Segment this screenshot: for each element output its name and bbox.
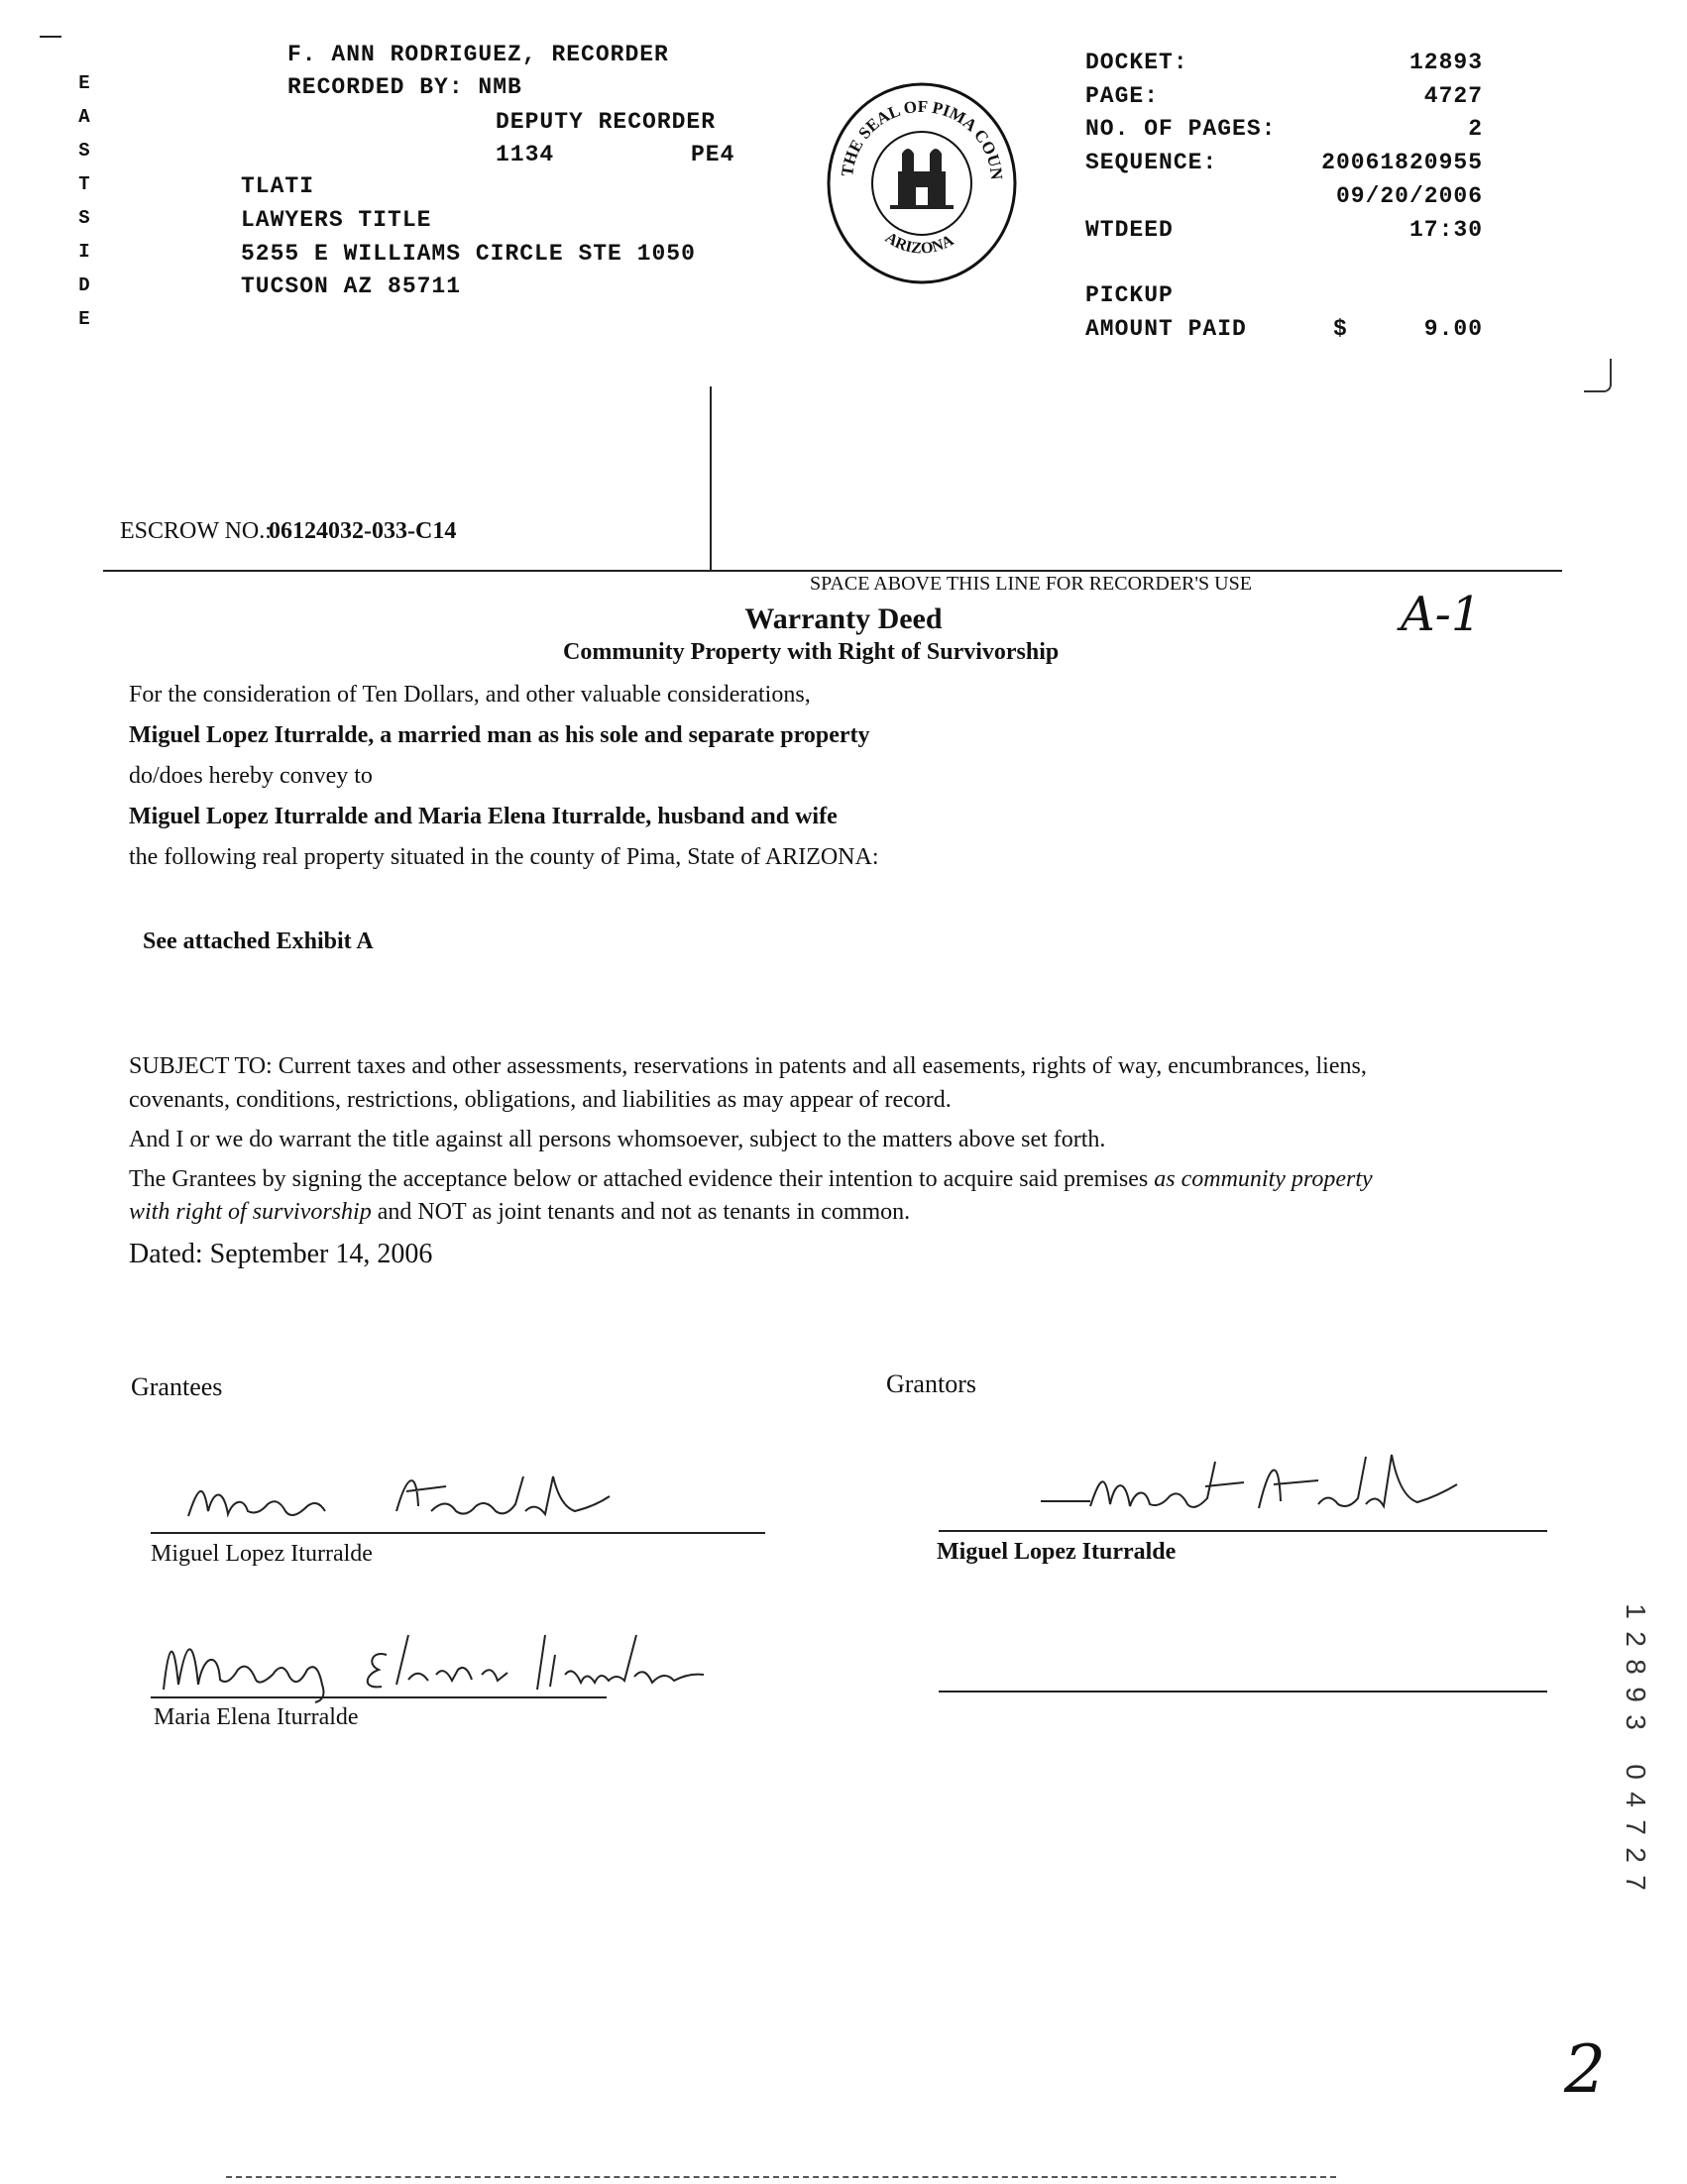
recording-date: 09/20/2006: [1335, 183, 1483, 209]
margin-stamp-digit: 9: [1621, 1687, 1651, 1702]
return-address-line2: LAWYERS TITLE: [241, 207, 432, 233]
currency-symbol: $: [1333, 316, 1348, 342]
sequence-value: 20061820955: [1321, 150, 1483, 175]
grantor2-signature-line: [939, 1691, 1547, 1693]
escrow-number: 06124032-033-C14: [269, 518, 457, 544]
svg-text:ARIZONA: ARIZONA: [881, 229, 957, 258]
grantor1-signature-line: [939, 1530, 1547, 1532]
recorder-name: F. ANN RODRIGUEZ, RECORDER: [287, 42, 669, 67]
handwritten-exhibit-mark: A-1: [1401, 587, 1482, 642]
eastside-letter: I: [78, 241, 90, 263]
margin-docket-stamp: [1621, 1597, 1650, 1897]
eastside-letter: D: [78, 274, 90, 296]
deed-title: Warranty Deed: [744, 602, 943, 635]
grantee2-signature-line: [151, 1696, 607, 1698]
recorder-use-note: SPACE ABOVE THIS LINE FOR RECORDER'S USE: [810, 573, 1252, 595]
corner-dash: [40, 36, 61, 38]
margin-stamp-digit: 4: [1621, 1792, 1651, 1807]
grantee-clause: Miguel Lopez Iturralde and Maria Elena Iturralde, husband and wife: [129, 804, 838, 829]
pages-value: 2: [1468, 116, 1483, 142]
margin-stamp-digit: 2: [1621, 1631, 1651, 1647]
grantees-intent-text: The Grantees by signing the acceptance below or attached evidence their intention to acquire said premises: [129, 1166, 1155, 1192]
eastside-letter: E: [78, 72, 90, 94]
signature-scrawl: [159, 1457, 714, 1536]
grantee1-signature-line: [151, 1532, 765, 1534]
grantee1-name: Miguel Lopez Iturralde: [151, 1541, 373, 1567]
grantors-label: Grantors: [886, 1369, 976, 1398]
dated-text: Dated: September 14, 2006: [129, 1239, 433, 1269]
grantees-label: Grantees: [131, 1372, 223, 1401]
grantees-intent-text: and NOT as joint tenants and not as tenants in common.: [371, 1199, 911, 1225]
pickup-label: PICKUP: [1085, 282, 1174, 308]
eastside-letter: S: [78, 140, 90, 162]
escrow-label: ESCROW NO.:: [120, 518, 272, 544]
recorder-code-1: 1134: [496, 142, 555, 167]
warrant-text: And I or we do warrant the title against all persons whomsoever, subject to the matters above set forth.: [129, 1127, 1106, 1152]
bottom-edge-artifact: [226, 2176, 1336, 2178]
margin-stamp-digit: 7: [1621, 1875, 1651, 1891]
signature-scrawl: [1031, 1447, 1546, 1536]
grantor1-signature: [1031, 1447, 1546, 1541]
eastside-vertical-label: [74, 66, 94, 336]
corner-bracket-mark: [1584, 359, 1612, 392]
page-label: PAGE:: [1085, 83, 1160, 109]
consideration-text: For the consideration of Ten Dollars, and other valuable considerations,: [129, 682, 811, 708]
return-address-line3: 5255 E WILLIAMS CIRCLE STE 1050: [241, 241, 696, 267]
eastside-letter: S: [78, 207, 90, 229]
eastside-letter: E: [78, 308, 90, 330]
eastside-letter: A: [78, 106, 90, 128]
grantee2-signature: [149, 1615, 862, 1709]
recorded-by: RECORDED BY: NMB: [287, 74, 522, 100]
margin-stamp-digit: 2: [1621, 1847, 1651, 1863]
seal-graphic: [823, 74, 1021, 287]
handwritten-page-number: 2: [1564, 2031, 1606, 2108]
grantor1-name: Miguel Lopez Iturralde: [937, 1539, 1177, 1565]
margin-stamp-digit: 1: [1621, 1603, 1651, 1619]
page-value: 4727: [1423, 83, 1483, 109]
recorder-use-line: [103, 570, 1562, 572]
document-type: WTDEED: [1085, 217, 1174, 243]
convey-text: do/does hereby convey to: [129, 763, 373, 789]
return-address-line1: TLATI: [241, 173, 315, 199]
grantees-intent-line1: [129, 1163, 1373, 1196]
return-address-line4: TUCSON AZ 85711: [241, 273, 462, 299]
grantees-intent-italic: as community property: [1154, 1166, 1373, 1192]
svg-text:THE SEAL OF PIMA COUNTY: THE SEAL OF PIMA COUN: [838, 96, 1007, 181]
subject-to-line2: covenants, conditions, restrictions, obligations, and liabilities as may appear of record.: [129, 1087, 952, 1113]
grantees-intent-italic: with right of survivorship: [129, 1199, 372, 1225]
header-divider: [710, 386, 712, 572]
subject-to-line1: SUBJECT TO: Current taxes and other assessments, reservations in patents and all easements, rights of way, encumbrances, liens,: [129, 1053, 1367, 1079]
property-location-text: the following real property situated in the county of Pima, State of ARIZONA:: [129, 844, 879, 870]
docket-value: 12893: [1408, 50, 1483, 75]
grantees-intent-line2: [129, 1196, 910, 1229]
sequence-label: SEQUENCE:: [1085, 150, 1218, 175]
amount-paid-value: 9.00: [1423, 316, 1483, 342]
margin-stamp-digit: 7: [1621, 1819, 1651, 1835]
grantee2-name: Maria Elena Iturralde: [154, 1704, 359, 1730]
margin-stamp-digit: 0: [1621, 1764, 1651, 1780]
amount-paid-label: AMOUNT PAID: [1085, 316, 1247, 342]
deed-subtitle: Community Property with Right of Survivorship: [563, 639, 1060, 665]
signature-scrawl: [149, 1615, 862, 1704]
pages-label: NO. OF PAGES:: [1085, 116, 1277, 142]
docket-label: DOCKET:: [1085, 50, 1188, 75]
margin-stamp-digit: 8: [1621, 1659, 1651, 1675]
eastside-letter: T: [78, 173, 90, 195]
recorder-code-2: PE4: [691, 142, 735, 167]
pima-county-seal: [823, 74, 1021, 287]
margin-stamp-digit: 3: [1621, 1714, 1651, 1730]
exhibit-reference: See attached Exhibit A: [143, 928, 374, 954]
recording-time: 17:30: [1408, 217, 1483, 243]
grantee1-signature: [159, 1457, 714, 1541]
deputy-recorder: DEPUTY RECORDER: [496, 109, 717, 135]
grantor-clause: Miguel Lopez Iturralde, a married man as his sole and separate property: [129, 722, 870, 748]
